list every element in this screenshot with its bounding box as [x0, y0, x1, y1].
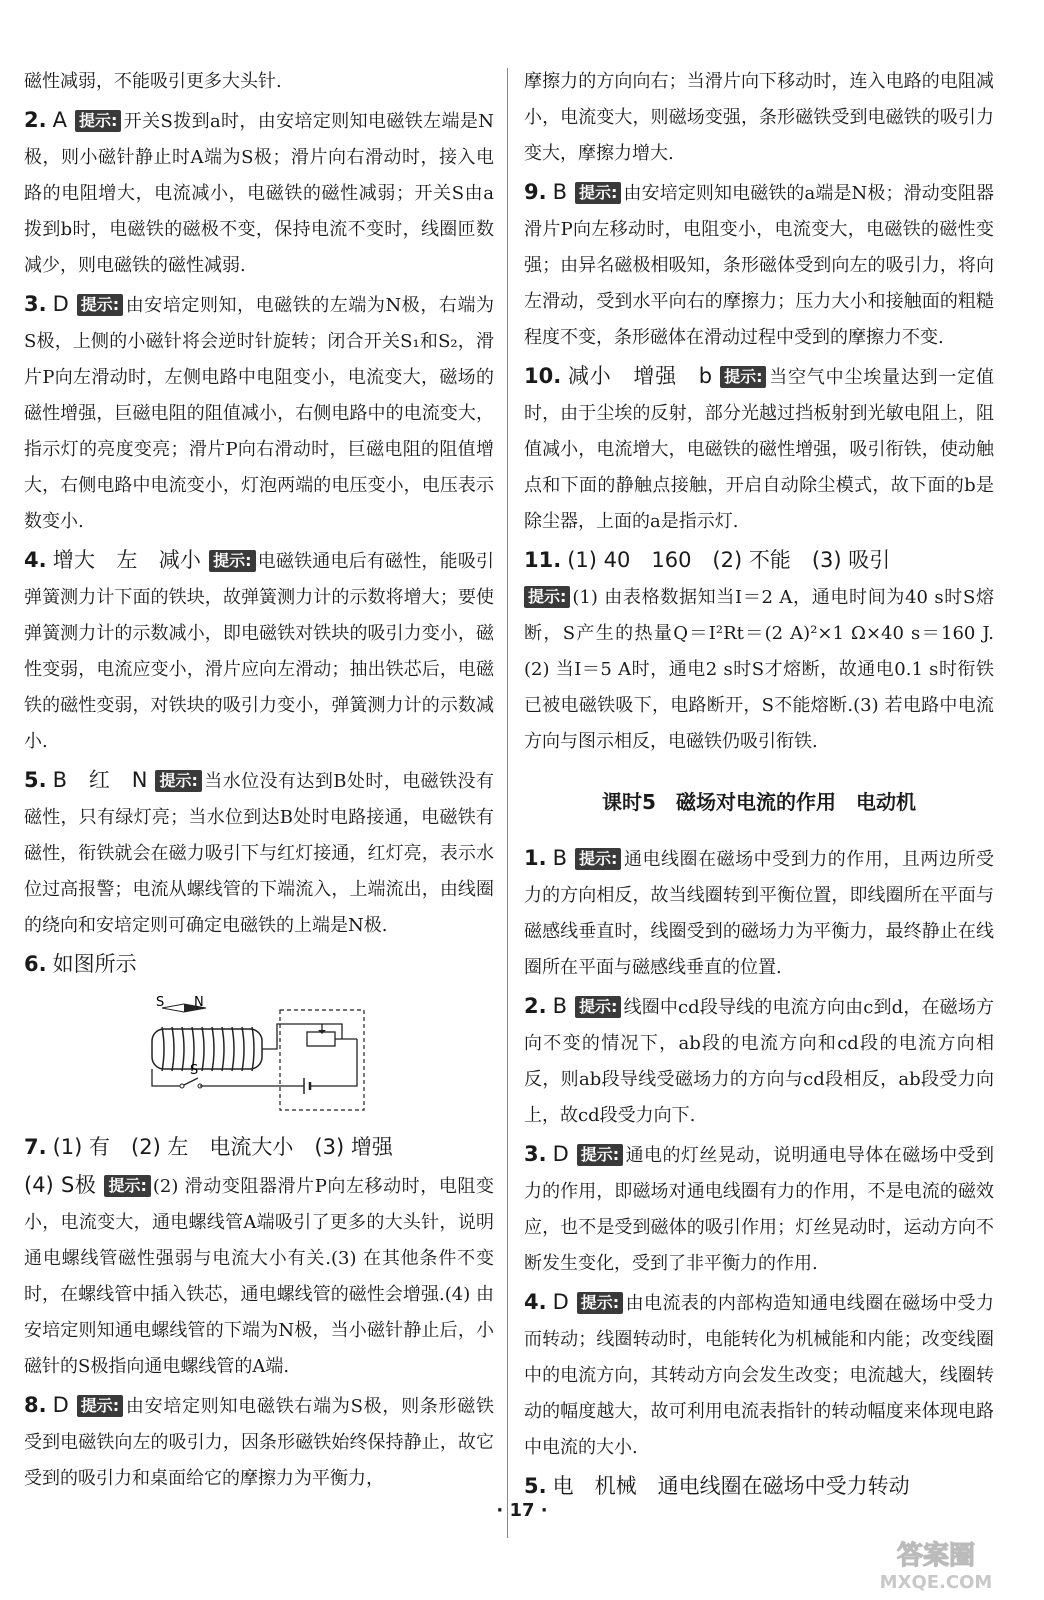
hint-badge: 提示:	[77, 294, 123, 316]
hint-badge: 提示:	[104, 1175, 150, 1197]
hint-text: 开关S拨到a时，由安培定则知电磁铁左端是N极，则小磁针静止时A端为S极；滑片向右滑动时，接入电路的电阻增大，电流减小，电磁铁的磁性减弱；开关S由a拨到b时，电磁铁的磁极不变，保持电流不变时，线圈匝数减少，则电磁铁的磁性减弱.	[24, 111, 494, 276]
answer: B	[552, 846, 568, 870]
question-5	[24, 762, 494, 944]
hint-text: 由安培定则知，电磁铁的左端为N极，右端为S极，上侧的小磁针将会逆时针旋转；闭合开关S₁和S₂，滑片P向左滑动时，左侧电路中电阻变小，电流变大，磁场的磁性增强，巨磁电阻的阻值减小，右侧电路中的电流变大，指示灯的亮度变亮；滑片P向右滑动时，巨磁电阻的阻值增大，右侧电路中电流变小，灯泡两端的电压变小，电压表示数变小.	[24, 295, 494, 532]
section-title: 课时5 磁场对电流的作用 电动机	[602, 790, 916, 814]
answer-part-2: (4) S极	[24, 1173, 97, 1197]
question-number: 6.	[24, 952, 47, 976]
hint-badge: 提示:	[524, 586, 570, 608]
question-number: 2.	[24, 108, 47, 132]
label-s: S	[156, 995, 165, 1010]
question-3	[24, 286, 494, 540]
hint-badge: 提示:	[575, 848, 621, 870]
circuit-diagram	[132, 994, 494, 1123]
hint-text: 通电线圈在磁场中受到力的作用，且两边所受力的方向相反，故当线圈转到平衡位置，即线圈所在平面与磁感线垂直时，线圈受到的磁场力为平衡力，最终静止在线圈所在平面与磁感线垂直的位置.	[524, 849, 994, 978]
hint-text: 电磁铁通电后有磁性，能吸引弹簧测力计下面的铁块，故弹簧测力计的示数将增大；要使弹簧测力计的示数减小，即电磁铁对铁块的吸引力变小，磁性变弱，电流应变小，滑片应向左滑动；抽出铁芯后，电磁铁的磁性变弱，对铁块的吸引力变小，弹簧测力计的示数减小.	[24, 551, 495, 752]
right-column	[524, 64, 994, 1508]
watermark-top: 答案圈	[896, 1541, 976, 1571]
hint-badge: 提示:	[155, 770, 201, 792]
hint-text: 由安培定则知电磁铁的a端是N极；滑动变阻器滑片P向左移动时，电阻变小，电流变大，电磁铁的磁性变强；由异名磁极相吸知，条形磁体受到向左的吸引力，将向左滑动，受到水平向右的摩擦力；压力大小和接触面的粗糙程度不变，条形磁体在滑动过程中受到的摩擦力不变.	[524, 183, 994, 348]
column-divider	[507, 68, 508, 1538]
hint-badge: 提示:	[577, 1292, 623, 1314]
answer: 如图所示	[52, 952, 137, 976]
answer: D	[552, 1290, 569, 1314]
hint-text: 由安培定则知电磁铁右端为S极，则条形磁铁受到电磁铁向左的吸引力，因条形磁铁始终保持静止，故它受到的吸引力和桌面给它的摩擦力为平衡力，	[24, 1396, 494, 1489]
answer: B	[552, 994, 568, 1018]
hint-text: (2) 滑动变阻器滑片P向左移动时，电阻变小，电流变大，通电螺线管A端吸引了更多的大头针，说明通电螺线管磁性强弱与电流大小有关.(3) 在其他条件不变时，在螺线管中插入铁芯，通电螺线管的磁性会增强.(4) 由安培定则知通电螺线管的下端为N极，当小磁针静止后，小磁针的S极指向通电螺线管的A端.	[24, 1176, 494, 1377]
circuit-figure	[132, 994, 372, 1119]
hint-badge: 提示:	[209, 550, 255, 572]
continued-text: 磁性减弱，不能吸引更多大头针.	[24, 71, 282, 92]
question-number: 4.	[524, 1290, 547, 1314]
hint-badge: 提示:	[75, 110, 121, 132]
question-number: 7.	[24, 1135, 47, 1159]
hint-badge: 提示:	[577, 1144, 623, 1166]
question-7	[24, 1129, 494, 1385]
answer: D	[552, 1142, 569, 1166]
answer: A	[52, 108, 67, 132]
question-9	[524, 174, 994, 356]
question-number: 11.	[524, 548, 562, 572]
label-n: N	[194, 995, 204, 1010]
answer: 增大 左 减小	[52, 548, 202, 572]
hint-text: 当水位没有达到B处时，电磁铁没有磁性，只有绿灯亮；当水位到达B处时电路接通，电磁铁有磁性，衔铁就会在磁力吸引下与红灯接通，红灯亮，表示水位过高报警；电流从螺线管的下端流入，上端流出，由线圈的绕向和安培定则可确定电磁铁的上端是N极.	[24, 771, 494, 936]
question-4	[24, 542, 494, 760]
answer: (1) 40 160 (2) 不能 (3) 吸引	[567, 548, 891, 572]
watermark-bottom: MXQE.COM	[879, 1572, 993, 1593]
question-8	[24, 1387, 494, 1497]
question-number: 8.	[24, 1393, 47, 1417]
question-number: 5.	[524, 1474, 547, 1498]
question-number: 5.	[24, 768, 47, 792]
answer: (1) 有 (2) 左 电流大小 (3) 增强	[52, 1135, 393, 1159]
left-column	[24, 64, 494, 1499]
question-number: 1.	[524, 846, 547, 870]
answer: 电 机械 通电线圈在磁场中受力转动	[552, 1474, 910, 1498]
hint-badge: 提示:	[575, 182, 621, 204]
question-2	[24, 102, 494, 284]
hint-badge: 提示:	[77, 1395, 123, 1417]
hint-badge: 提示:	[575, 996, 621, 1018]
answer: D	[52, 292, 69, 316]
question-number: 2.	[524, 994, 547, 1018]
question-number: 3.	[524, 1142, 547, 1166]
question-number: 3.	[24, 292, 47, 316]
rheostat-icon	[307, 1032, 335, 1046]
hint-text: 线圈中cd段导线的电流方向由c到d，在磁场方向不变的情况下，ab段的电流方向和cd段的电流方向相反，则ab段导线受磁场力的方向与cd段相反，ab段受力向上，故cd段受力向下.	[524, 997, 994, 1126]
question-11	[524, 542, 994, 760]
question-number: 9.	[524, 180, 547, 204]
section-question-3	[524, 1136, 994, 1282]
section-question-1	[524, 840, 994, 986]
hint-text: (1) 由表格数据知当I＝2 A，通电时间为40 s时S熔断，S产生的热量Q＝I²Rt＝(2 A)²×1 Ω×40 s＝160 J.(2) 当I＝5 A时，通电2 s时S才熔断，故通电0.1 s时衔铁已被电磁铁吸下，电路断开，S不能熔断.(3) 若电路中电流方向与图示相反，电磁铁仍吸引衔铁.	[524, 587, 994, 752]
answer: 减小 增强 b	[567, 364, 713, 388]
page-number: · 17 ·	[496, 1500, 548, 1521]
switch-lever-icon	[182, 1078, 198, 1086]
question-6	[24, 946, 494, 984]
hint-text: 由电流表的内部构造知通电线圈在磁场中受力而转动；线圈转动时，电能转化为机械能和内能；改变线圈中的电流方向，其转动方向会发生改变；电流越大，线圈转动的幅度越大，故可利用电流表指针的转动幅度来体现电路中电流的大小.	[524, 1293, 994, 1458]
answer: B 红 N	[52, 768, 148, 792]
hint-text: 通电的灯丝晃动，说明通电导体在磁场中受到力的作用，即磁场对通电线圈有力的作用，不是电流的磁效应，也不是受到磁体的吸引作用；灯丝晃动时，运动方向不断发生变化，受到了非平衡力的作用.	[524, 1145, 994, 1274]
section-question-4	[524, 1284, 994, 1466]
label-switch: S	[190, 1063, 199, 1078]
solenoid-core	[152, 1029, 262, 1069]
section-question-2	[524, 988, 994, 1134]
question-number: 10.	[524, 364, 562, 388]
continued-text: 摩擦力的方向向右；当滑片向下移动时，连入电路的电阻减小，电流变大，则磁场变强，条形磁铁受到电磁铁的吸引力变大，摩擦力增大.	[524, 71, 994, 164]
hint-badge: 提示:	[720, 366, 766, 388]
watermark-logo-icon	[846, 1534, 1026, 1594]
question-number: 4.	[24, 548, 47, 572]
answer: D	[52, 1393, 69, 1417]
hint-text: 当空气中尘埃量达到一定值时，由于尘埃的反射，部分光越过挡板射到光敏电阻上，阻值减小，电流增大，电磁铁的磁性增强，吸引衔铁，使动触点和下面的静触点接触，开启自动除尘模式，故下面的b是除尘器，上面的a是指示灯.	[524, 367, 994, 532]
answer: B	[552, 180, 568, 204]
question-10	[524, 358, 994, 540]
